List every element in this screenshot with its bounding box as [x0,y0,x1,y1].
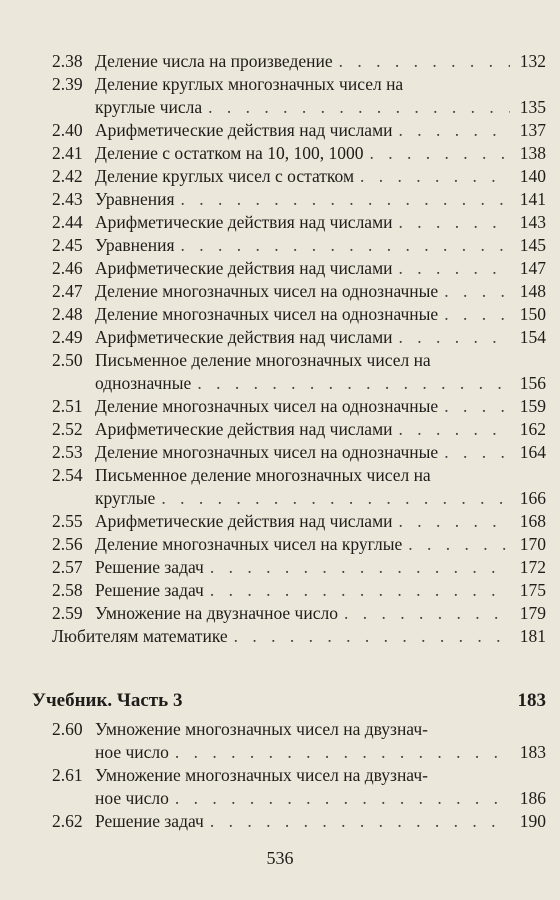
entry-number: 2.53 [52,442,83,462]
entry-number: 2.54 [52,465,83,485]
leader-dots [444,441,510,464]
entry-title: однозначные [95,373,192,393]
entry-title: круглые числа [95,97,203,117]
entry-page: 164 [519,442,546,462]
entry-page: 135 [519,97,546,117]
leader-dots [360,165,510,188]
entry-title: Умножение на двузначное число [95,603,338,623]
entry-page: 140 [519,166,546,186]
entry-page: 175 [519,580,546,600]
entry-number: 2.47 [52,281,83,301]
entry-title: Умножение многозначных чисел на двузнач- [95,765,429,785]
leader-dots [399,119,510,142]
entry-number: 2.38 [52,51,83,71]
entry-title: круглые [95,488,156,508]
leader-dots [197,372,510,395]
leader-dots [399,257,510,280]
entry-title: Деление числа на произведение [95,51,333,71]
leader-dots [208,96,510,119]
entry-number: 2.60 [52,719,83,739]
entry-number: 2.55 [52,511,83,531]
leader-dots [369,142,510,165]
entry-page: 168 [519,511,546,531]
entry-title: Умножение многозначных чисел на двузнач- [95,719,429,739]
entry-page: 132 [519,51,546,71]
entry-title: Письменное деление многозначных чисел на [95,465,431,485]
entry-page: 170 [519,534,546,554]
leader-dots [181,188,510,211]
entry-page: 150 [519,304,546,324]
leader-dots [399,326,510,349]
entry-number: 2.43 [52,189,83,209]
entry-page: 186 [519,788,546,808]
entry-title: Уравнения [95,189,175,209]
entry-title: ное число [95,788,169,808]
leader-dots [339,50,510,73]
leader-dots [344,602,510,625]
entry-page: 138 [519,143,546,163]
entry-page: 156 [519,373,546,393]
entry-title: Арифметические действия над числами [95,419,393,439]
entry-title: Любителям математике [52,626,228,646]
entry-title: Решение задач [95,580,204,600]
entry-page: 179 [519,603,546,623]
leader-dots [408,533,510,556]
leader-dots [175,787,510,810]
entry-page: 181 [519,626,546,646]
leader-dots [444,395,510,418]
entry-title: Арифметические действия над числами [95,511,393,531]
entry-title: Письменное деление многозначных чисел на [95,350,431,370]
entry-title: Деление многозначных чисел на круглые [95,534,403,554]
entry-number: 2.59 [52,603,83,623]
leader-dots [161,487,510,510]
entry-number: 2.49 [52,327,83,347]
entry-page: 145 [519,235,546,255]
entry-title: ное число [95,742,169,762]
entry-page: 141 [519,189,546,209]
entry-title: Арифметические действия над числами [95,258,393,278]
entry-number: 2.44 [52,212,83,232]
entry-title: Арифметические действия над числами [95,327,393,347]
entry-title: Деление многозначных чисел на однозначные [95,281,439,301]
entry-page: 190 [519,811,546,831]
leader-dots [234,625,510,648]
leader-dots [175,741,510,764]
entry-title: Уравнения [95,235,175,255]
entry-page: 147 [519,258,546,278]
entry-page: 154 [519,327,546,347]
entry-number: 2.48 [52,304,83,324]
leader-dots [210,810,510,833]
entry-title: Решение задач [95,557,204,577]
entry-title: Деление круглых чисел с остатком [95,166,355,186]
entry-title: Деление многозначных чисел на однозначные [95,396,439,416]
entry-page: 159 [519,396,546,416]
entry-number: 2.57 [52,557,83,577]
leader-dots [210,556,510,579]
entry-number: 2.45 [52,235,83,255]
entry-number: 2.61 [52,765,83,785]
entry-number: 2.62 [52,811,83,831]
entry-number: 2.51 [52,396,83,416]
entry-number: 2.40 [52,120,83,140]
entry-title: Деление с остатком на 10, 100, 1000 [95,143,364,163]
section-heading [32,689,546,713]
entry-number: 2.52 [52,419,83,439]
leader-dots [181,234,510,257]
entry-number: 2.46 [52,258,83,278]
entry-number: 2.42 [52,166,83,186]
entry-page: 166 [519,488,546,508]
leader-dots [399,510,510,533]
entry-number: 2.41 [52,143,83,163]
entry-page: 148 [519,281,546,301]
entry-page: 172 [519,557,546,577]
entry-title: Деление круглых многозначных чисел на [95,74,404,94]
leader-dots [399,418,510,441]
entry-number: 2.39 [52,74,83,94]
entry-title: Арифметические действия над числами [95,120,393,140]
leader-dots [444,280,510,303]
section-title: Учебник. Часть 3 [32,690,183,711]
page-number: 536 [266,848,294,868]
leader-dots [399,211,510,234]
entry-title: Арифметические действия над числами [95,212,393,232]
entry-title: Деление многозначных чисел на однозначные [95,304,439,324]
entry-page: 137 [519,120,546,140]
entry-title: Решение задач [95,811,204,831]
leader-dots [444,303,510,326]
entry-number: 2.58 [52,580,83,600]
entry-number: 2.50 [52,350,83,370]
leader-dots [210,579,510,602]
section-page: 183 [517,690,546,711]
entry-title: Деление многозначных чисел на однозначные [95,442,439,462]
entry-page: 183 [519,742,546,762]
entry-page: 143 [519,212,546,232]
entry-number: 2.56 [52,534,83,554]
entry-page: 162 [519,419,546,439]
